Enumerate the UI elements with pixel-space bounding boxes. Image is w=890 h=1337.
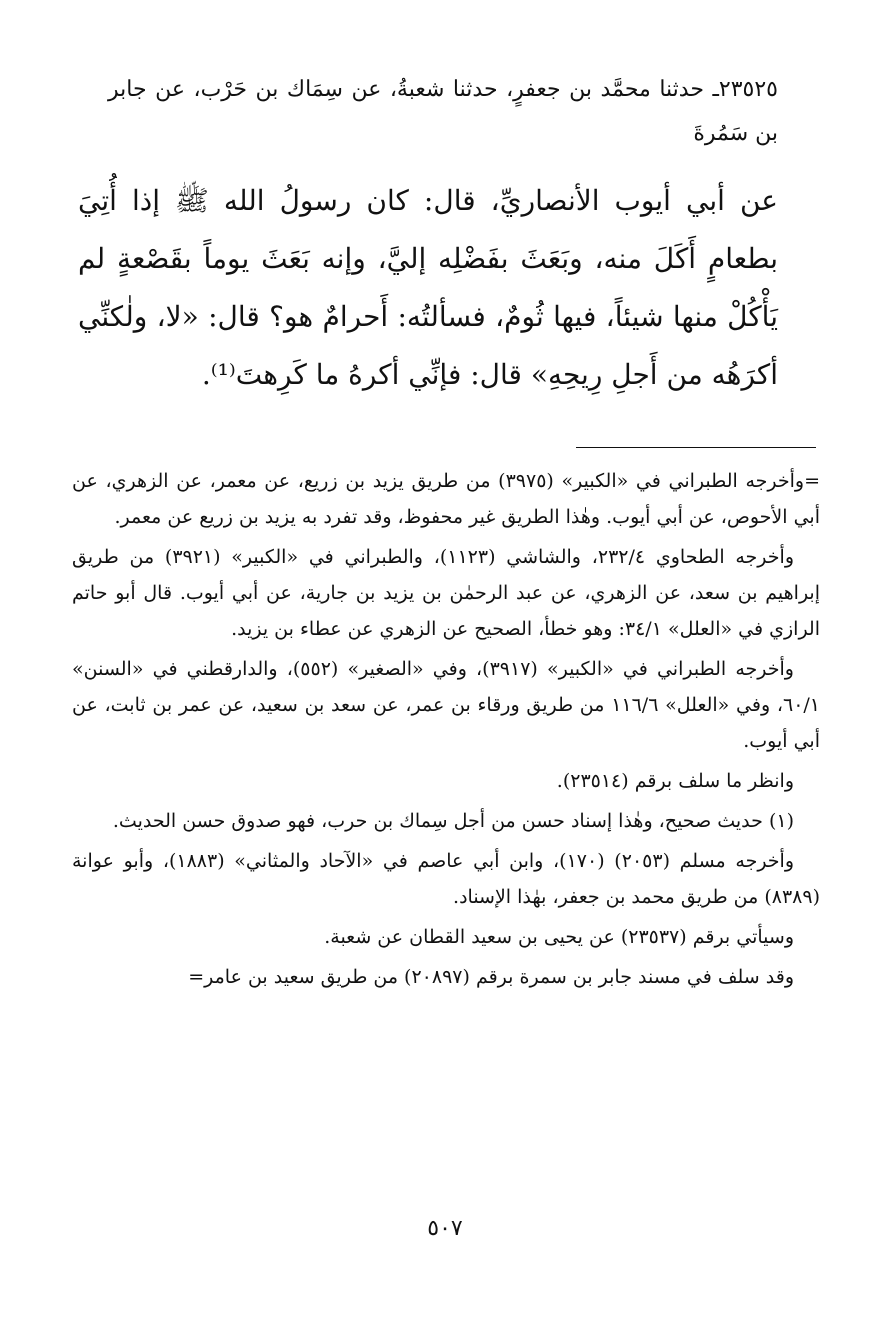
footnote-paragraph: وسيأتي برقم (٢٣٥٣٧) عن يحيى بن سعيد القطان عن شعبة. bbox=[324, 926, 794, 948]
hadith-matn bbox=[78, 172, 778, 404]
footnote-separator bbox=[576, 447, 816, 448]
footnote-paragraph: =وأخرجه الطبراني في «الكبير» (٣٩٧٥) من طريق يزيد بن زريع، عن معمر، عن الزهري، عن أبي الأحوص، عن أبي أيوب. وهٰذا الطريق غير محفوظ، وقد تفرد به يزيد بن زريع عن معمر. bbox=[72, 470, 820, 528]
footnotes bbox=[72, 463, 820, 999]
footnote-paragraph: وانظر ما سلف برقم (٢٣٥١٤). bbox=[556, 770, 794, 792]
hadith-isnad: ٢٣٥٢٥ـ حدثنا محمَّد بن جعفرٍ، حدثنا شعبةُ، عن سِمَاك بن حَرْب، عن جابر بن سَمُرةَ bbox=[108, 77, 778, 146]
footnote-paragraph: (١) حديث صحيح، وهٰذا إسناد حسن من أجل سِماك بن حرب، فهو صدوق حسن الحديث. bbox=[112, 810, 794, 832]
footnote-paragraph: وأخرجه الطحاوي ٢٣٢/٤، والشاشي (١١٢٣)، والطبراني في «الكبير» (٣٩٢١) من طريق إبراهيم بن سعد، عن الزهري، عن عبد الرحمٰن بن يزيد بن جارية، عن أبي أيوب. قال أبو حاتم الرازي في «العلل» ٣٤/١: وهو خطأ، الصحيح عن الزهري عن عطاء بن يزيد. bbox=[72, 546, 820, 640]
footnote-paragraph: وأخرجه مسلم (٢٠٥٣) (١٧٠)، وابن أبي عاصم في «الآحاد والمثاني» (١٨٨٣)، وأبو عوانة (٨٣٨٩) من طريق محمد بن جعفر، بهٰذا الإسناد. bbox=[72, 850, 820, 908]
footnote-paragraph: وقد سلف في مسند جابر بن سمرة برقم (٢٠٨٩٧) من طريق سعيد بن عامر= bbox=[188, 966, 794, 988]
hadith-matn-text: عن أبي أيوب الأنصاريِّ، قال: كان رسولُ الله ﷺ إذا أُتِيَ بطعامٍ أَكَلَ منه، وبَعَثَ بفَضْلِه إليَّ، وإنه بَعَثَ يوماً بقَصْعةٍ لم يَأْكُلْ منها شيئاً، فيها ثُومٌ، فسألتُه: أَحرامٌ هو؟ قال: «لا، ولٰكنِّي أكرَهُه من أَجلِ رِيحِهِ» قال: فإنِّي أكرهُ ما كَرِهتَ⁽¹⁾. bbox=[78, 184, 778, 391]
footnote-paragraph: وأخرجه الطبراني في «الكبير» (٣٩١٧)، وفي «الصغير» (٥٥٢)، والدارقطني في «السنن» ٦٠/١، وفي «العلل» ١١٦/٦ من طريق ورقاء بن عمر، عن سعد بن سعيد، عن عمر بن ثابت، عن أبي أيوب. bbox=[72, 658, 821, 752]
page-number: ٥٠٧ bbox=[427, 1216, 463, 1241]
